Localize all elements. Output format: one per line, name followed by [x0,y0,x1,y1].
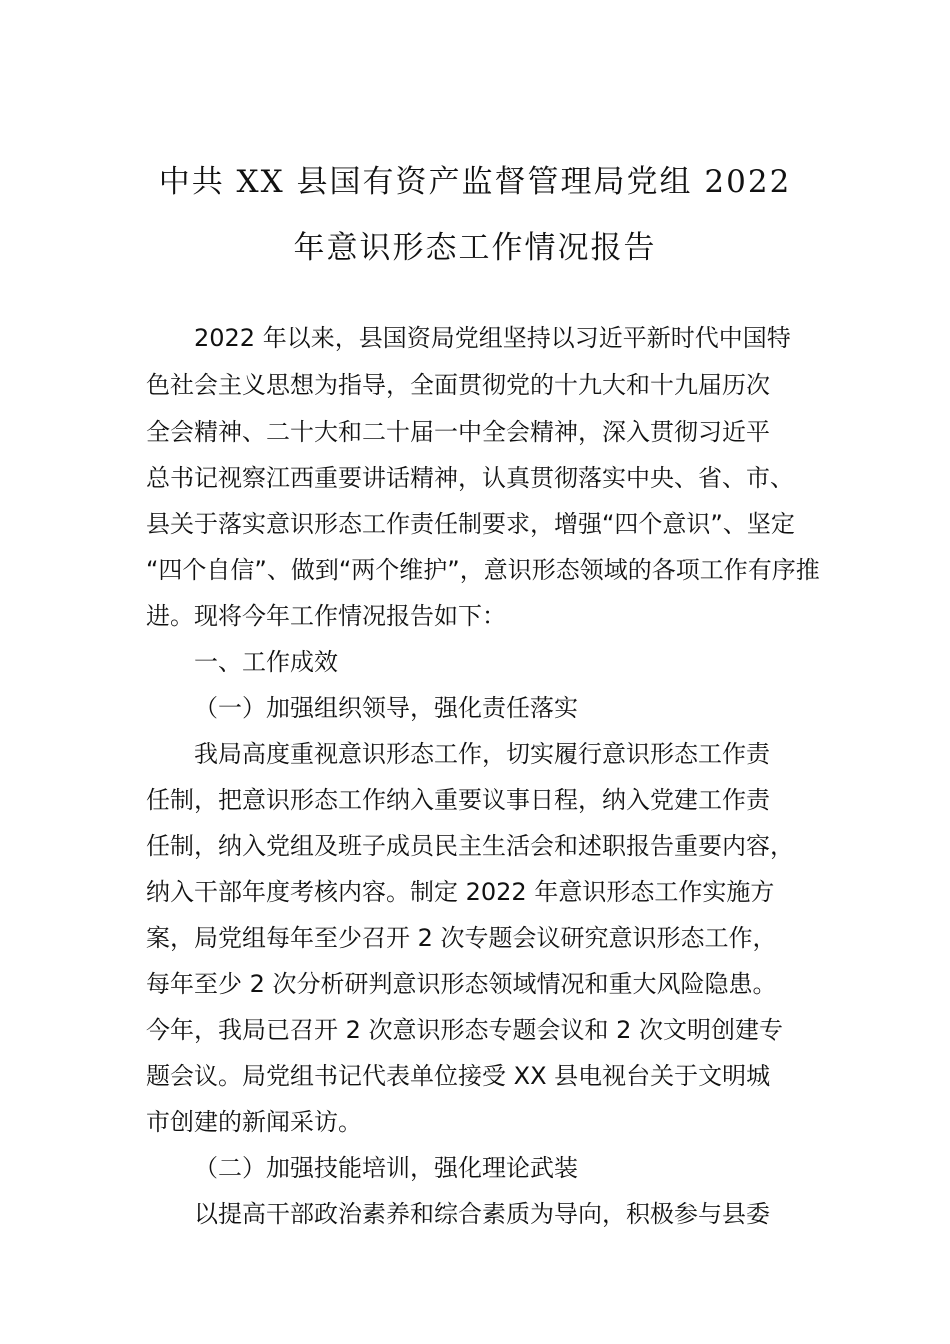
paragraph-line: 进。现将今年工作情况报告如下： [146,602,506,630]
paragraph-line: 2022 年以来，县国资局党组坚持以习近平新时代中国特 [194,324,791,352]
document-title-line-1: 中共 XX 县国有资产监督管理局党组 2022 [158,164,792,200]
paragraph-line: “四个自信”、做到“两个维护”，意识形态领域的各项工作有序推 [146,556,820,584]
paragraph-line: 纳入干部年度考核内容。制定 2022 年意识形态工作实施方 [146,878,775,906]
document-title-line-2: 年意识形态工作情况报告 [293,230,657,266]
subsection-heading: （一）加强组织领导，强化责任落实 [194,694,578,722]
paragraph-line: 我局高度重视意识形态工作，切实履行意识形态工作责 [194,740,770,768]
subsection-heading: （二）加强技能培训，强化理论武装 [194,1154,578,1182]
paragraph-line: 任制，把意识形态工作纳入重要议事日程，纳入党建工作责 [146,786,770,814]
paragraph-line: 任制，纳入党组及班子成员民主生活会和述职报告重要内容， [146,832,794,860]
paragraph-line: 以提高干部政治素养和综合素质为导向，积极参与县委 [194,1200,770,1228]
paragraph-line: 案，局党组每年至少召开 2 次专题会议研究意识形态工作， [146,924,777,952]
paragraph-line: 县关于落实意识形态工作责任制要求，增强“四个意识”、坚定 [146,510,795,538]
paragraph-line: 题会议。局党组书记代表单位接受 XX 县电视台关于文明城 [146,1062,771,1090]
paragraph-line: 全会精神、二十大和二十届一中全会精神，深入贯彻习近平 [146,418,770,446]
paragraph-line: 每年至少 2 次分析研判意识形态领域情况和重大风险隐患。 [146,970,777,998]
paragraph-line: 色社会主义思想为指导，全面贯彻党的十九大和十九届历次 [146,371,770,399]
paragraph-line: 市创建的新闻采访。 [146,1108,362,1136]
section-heading: 一、工作成效 [194,648,338,676]
paragraph-line: 今年，我局已召开 2 次意识形态专题会议和 2 次文明创建专 [146,1016,784,1044]
paragraph-line: 总书记视察江西重要讲话精神，认真贯彻落实中央、省、市、 [146,464,794,492]
